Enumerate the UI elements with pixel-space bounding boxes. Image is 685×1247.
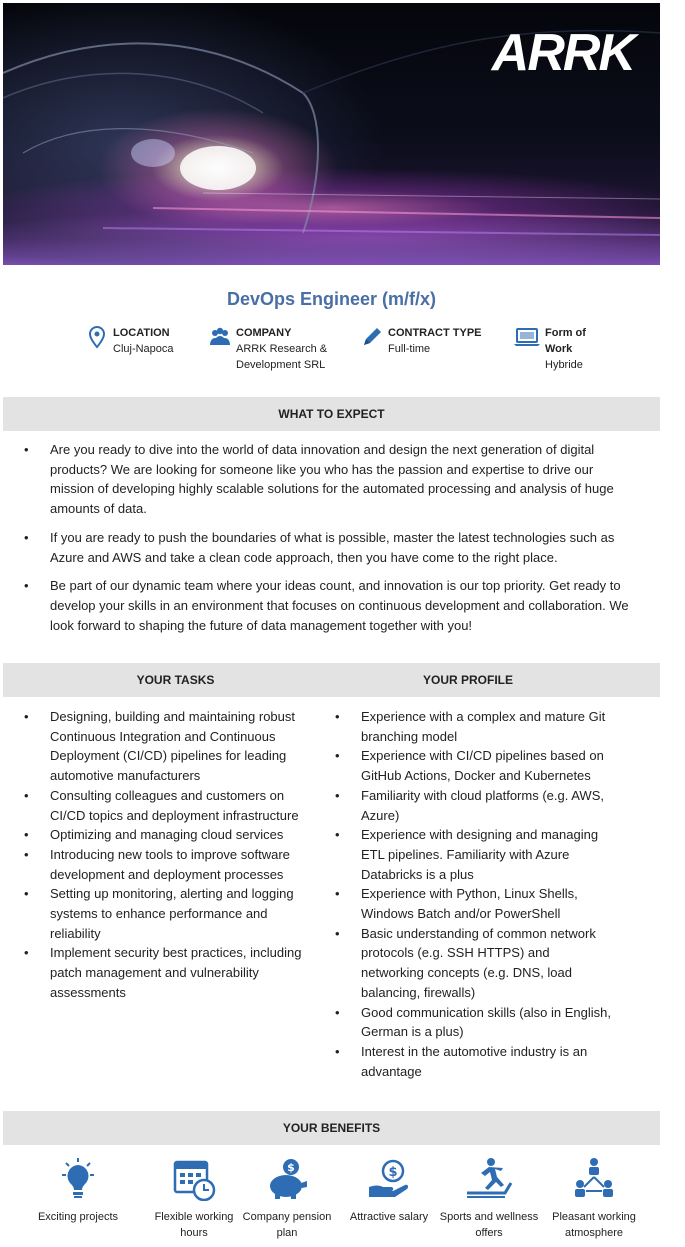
task-item: • Designing, building and maintaining robust Continuous Integration and Continuous Deployment (CI/CD) pipelines for leading automotive manufacturers: [50, 707, 315, 786]
benefit-label: Company pension plan: [242, 1211, 332, 1239]
meta-contract-value: Full-time: [388, 343, 431, 355]
task-item: • Implement security best practices, including patch management and vulnerability assessments: [50, 943, 315, 1002]
svg-text:$: $: [287, 1161, 295, 1174]
hand-money-icon: [367, 1157, 411, 1201]
task-item: • Introducing new tools to improve software development and deployment processes: [50, 845, 315, 884]
pen-icon: [360, 325, 384, 349]
meta-company-label: COMPANY: [236, 327, 292, 339]
meta-location-label: LOCATION: [113, 327, 170, 339]
piggy-bank-icon: [265, 1157, 309, 1201]
arrk-logo: ARRK: [491, 24, 634, 82]
meta-form-of-work-label: Form of Work: [545, 327, 586, 355]
task-item: • Optimizing and managing cloud services: [50, 825, 315, 845]
benefits-section: [3, 1145, 660, 1241]
treadmill-icon: [465, 1157, 513, 1201]
location-pin-icon: [85, 325, 109, 349]
expect-section: [3, 431, 660, 663]
expect-item: • Are you ready to dive into the world of data innovation and design the next generation of digital products? We are looking for someone like you who has the passion and expertise to drive our mission of developing highly scalable solutions for the automated processing and analysis of huge amounts of data.: [50, 440, 632, 519]
laptop-work-icon: [513, 325, 541, 349]
meta-company-value: ARRK Research & Development SRL: [236, 343, 328, 371]
benefit-label: Flexible working hours: [154, 1211, 234, 1239]
profile-heading: YOUR PROFILE: [422, 673, 513, 687]
calendar-clock-icon: [172, 1157, 216, 1201]
benefit-item: [439, 1155, 539, 1241]
meta-form-of-work: [513, 325, 595, 373]
job-posting: [3, 3, 660, 1241]
benefit-label: Exciting projects: [37, 1211, 119, 1223]
meta-contract-label: CONTRACT TYPE: [388, 327, 482, 339]
profile-item: • Interest in the automotive industry is an advantage: [361, 1042, 614, 1081]
company-people-icon: [208, 325, 232, 349]
profile-item: • Experience with CI/CD pipelines based on GitHub Actions, Docker and Kubernetes: [361, 746, 614, 785]
task-item: • Setting up monitoring, alerting and logging systems to enhance performance and reliability: [50, 884, 315, 943]
benefit-item: [339, 1155, 439, 1241]
profile-item: • Experience with designing and managing ETL pipelines. Familiarity with Azure Databricks is a plus: [361, 825, 614, 884]
tasks-profile-heading: [3, 663, 660, 697]
benefit-item: [539, 1155, 649, 1241]
profile-list: [315, 707, 614, 1111]
profile-item: • Basic understanding of common network protocols (e.g. SSH HTTPS) and networking concepts (e.g. DNS, load balancing, firewalls): [361, 924, 614, 1003]
tasks-profile-section: [3, 697, 660, 1111]
lightbulb-icon: [56, 1157, 100, 1201]
svg-text:$: $: [388, 1165, 398, 1180]
benefits-heading: YOUR BENEFITS: [3, 1111, 660, 1145]
hero-banner: [3, 3, 660, 265]
benefit-label: Attractive salary: [349, 1211, 429, 1223]
profile-item: • Experience with Python, Linux Shells, Windows Batch and/or PowerShell: [361, 884, 614, 923]
meta-location: [85, 325, 174, 357]
meta-company: [208, 325, 332, 373]
tasks-list: [3, 707, 315, 1111]
profile-item: • Good communication skills (also in English, German is a plus): [361, 1003, 614, 1042]
meta-form-of-work-value: Hybride: [545, 359, 583, 371]
benefit-item: [235, 1155, 339, 1241]
job-meta: [3, 319, 660, 397]
benefit-item: [153, 1155, 235, 1241]
benefit-label: Sports and wellness offers: [439, 1211, 539, 1239]
tasks-heading: YOUR TASKS: [136, 673, 215, 687]
task-item: • Consulting colleagues and customers on CI/CD topics and deployment infrastructure: [50, 786, 315, 825]
benefit-item: [3, 1155, 153, 1241]
expect-heading: WHAT TO EXPECT: [3, 397, 660, 431]
expect-item: • If you are ready to push the boundaries of what is possible, master the latest technologies such as Azure and AWS and take a clean code approach, then you have come to the right place.: [50, 528, 632, 567]
team-network-icon: [572, 1157, 616, 1201]
job-title: DevOps Engineer (m/f/x): [226, 289, 437, 309]
profile-item: • Familiarity with cloud platforms (e.g. AWS, Azure): [361, 786, 614, 825]
profile-item: • Experience with a complex and mature Git branching model: [361, 707, 614, 746]
expect-item: • Be part of our dynamic team where your ideas count, and innovation is our top priority. Get ready to develop your skills in an environment that focuses on continuous development and collaboration. We look forward to shaping the future of data management together with you!: [50, 576, 632, 635]
meta-location-value: Cluj-Napoca: [113, 343, 174, 355]
meta-contract: [360, 325, 482, 357]
benefit-label: Pleasant working atmosphere: [552, 1211, 636, 1239]
